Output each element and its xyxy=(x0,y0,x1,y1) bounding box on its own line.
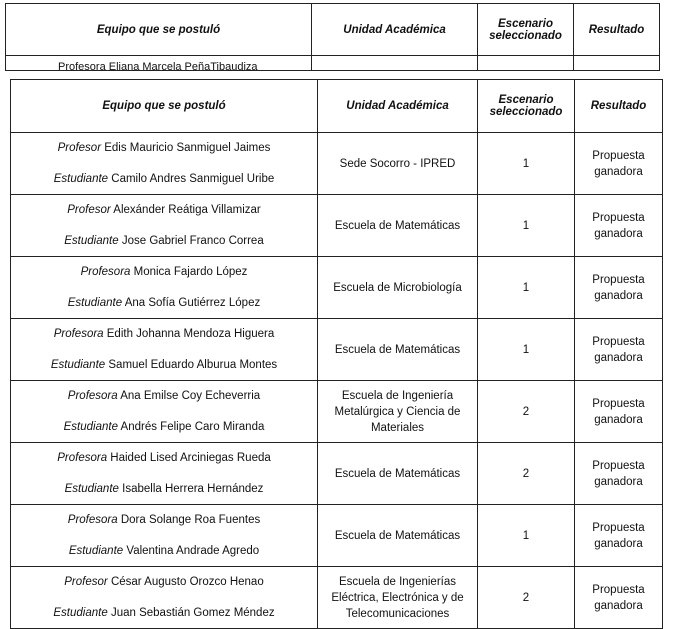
result-cell-text: Propuesta ganadora xyxy=(592,459,645,488)
scenario-cell xyxy=(478,567,575,629)
scenario-cell xyxy=(478,381,575,443)
member-role: Profesor xyxy=(57,142,102,154)
professor-line xyxy=(13,202,315,218)
table-row xyxy=(11,381,663,443)
background-header-row xyxy=(6,4,660,56)
unit-cell xyxy=(318,505,478,567)
header-team: Equipo que se postuló xyxy=(11,80,318,133)
member-role: Estudiante xyxy=(53,607,108,619)
member-role: Estudiante xyxy=(50,359,106,371)
result-cell-text: Propuesta ganadora xyxy=(592,211,645,240)
member-name: Juan Sebastián Gomez Méndez xyxy=(110,607,275,619)
background-header-unit: Unidad Académica xyxy=(312,4,478,56)
unit-cell xyxy=(318,257,478,319)
student-line xyxy=(13,481,315,497)
scenario-cell-text: 2 xyxy=(522,591,530,604)
background-header-scenario: Escenario seleccionado xyxy=(478,4,574,56)
result-cell-text: Propuesta ganadora xyxy=(592,335,645,364)
background-table xyxy=(5,3,660,71)
member-role: Profesora xyxy=(53,328,104,340)
scenario-cell-text: 1 xyxy=(522,343,530,356)
scenario-cell xyxy=(478,505,575,567)
professor-line xyxy=(13,512,315,528)
unit-cell-text: Sede Socorro - IPRED xyxy=(339,157,456,170)
scenario-cell xyxy=(478,195,575,257)
team-cell xyxy=(11,195,318,257)
member-name: Edith Johanna Mendoza Higuera xyxy=(106,328,275,340)
team-cell xyxy=(11,443,318,505)
result-cell-text: Propuesta ganadora xyxy=(592,521,645,550)
header-result: Resultado xyxy=(575,80,663,133)
scenario-cell-text: 1 xyxy=(522,219,530,232)
team-cell xyxy=(11,567,318,629)
member-name: César Augusto Orozco Henao xyxy=(110,576,264,588)
result-cell xyxy=(575,257,663,319)
scenario-cell xyxy=(478,319,575,381)
table-row xyxy=(11,443,663,505)
team-cell xyxy=(11,257,318,319)
student-line xyxy=(13,543,315,559)
unit-cell xyxy=(318,443,478,505)
member-name: Ana Sofía Gutiérrez López xyxy=(124,297,261,309)
scenario-cell xyxy=(478,443,575,505)
professor-line xyxy=(13,140,315,156)
member-name: Isabella Herrera Hernández xyxy=(122,483,264,495)
unit-cell xyxy=(318,381,478,443)
table-row xyxy=(11,133,663,195)
unit-cell-text: Escuela de Matemáticas xyxy=(334,467,461,480)
team-cell xyxy=(11,319,318,381)
header-row xyxy=(11,80,663,133)
result-cell xyxy=(575,133,663,195)
member-role: Estudiante xyxy=(53,173,109,185)
member-name: Valentina Andrade Agredo xyxy=(126,545,260,557)
student-line xyxy=(13,419,315,435)
member-name: Dora Solange Roa Fuentes xyxy=(120,514,261,526)
team-cell xyxy=(11,133,318,195)
student-line xyxy=(13,233,315,249)
unit-cell xyxy=(318,133,478,195)
professor-line xyxy=(13,574,315,590)
unit-cell-text: Escuela de Matemáticas xyxy=(334,343,461,356)
member-name: Ana Emilse Coy Echeverria xyxy=(120,390,261,402)
professor-line xyxy=(13,388,315,404)
member-name: Samuel Eduardo Alburua Montes xyxy=(108,359,278,371)
professor-line xyxy=(13,450,315,466)
professor-line xyxy=(13,264,315,280)
result-cell-text: Propuesta ganadora xyxy=(592,583,645,612)
result-cell-text: Propuesta ganadora xyxy=(592,273,645,302)
member-role: Profesora xyxy=(67,390,118,402)
member-role: Estudiante xyxy=(64,235,119,247)
student-line xyxy=(13,295,315,311)
result-cell xyxy=(575,319,663,381)
unit-cell xyxy=(318,195,478,257)
result-cell xyxy=(575,443,663,505)
team-cell xyxy=(11,505,318,567)
member-role: Estudiante xyxy=(64,483,119,495)
member-name: Edis Mauricio Sanmiguel Jaimes xyxy=(104,142,271,154)
scenario-cell-text: 2 xyxy=(522,405,530,418)
result-cell-text: Propuesta ganadora xyxy=(592,149,645,178)
background-clipped-text: Profesora Eliana Marcela PeñaTibaudiza xyxy=(58,61,258,70)
member-role: Profesora xyxy=(80,266,131,278)
header-unit: Unidad Académica xyxy=(318,80,478,133)
scenario-cell-text: 1 xyxy=(522,281,530,294)
member-name: Haided Lised Arciniegas Rueda xyxy=(110,452,271,464)
table-row xyxy=(11,195,663,257)
table-row xyxy=(11,319,663,381)
table-row xyxy=(11,505,663,567)
student-line xyxy=(13,171,315,187)
unit-cell-text: Escuela de Ingenierías Eléctrica, Electrónica y de Telecomunicaciones xyxy=(331,575,464,620)
member-role: Estudiante xyxy=(67,297,123,309)
unit-cell-text: Escuela de Ingeniería Metalúrgica y Ciencia de Materiales xyxy=(334,389,461,434)
member-role: Profesora xyxy=(57,452,108,464)
member-role: Estudiante xyxy=(68,545,124,557)
result-cell xyxy=(575,567,663,629)
member-name: Monica Fajardo López xyxy=(133,266,248,278)
unit-cell xyxy=(318,319,478,381)
member-role: Profesora xyxy=(67,514,118,526)
member-name: Camilo Andres Sanmiguel Uribe xyxy=(111,173,275,185)
scenario-cell-text: 2 xyxy=(522,467,530,480)
member-role: Profesor xyxy=(64,576,108,588)
member-role: Profesor xyxy=(67,204,111,216)
background-header-result: Resultado xyxy=(574,4,660,56)
unit-cell-text: Escuela de Microbiología xyxy=(333,281,462,294)
result-cell xyxy=(575,505,663,567)
student-line xyxy=(13,357,315,373)
result-cell-text: Propuesta ganadora xyxy=(592,397,645,426)
member-name: Andrés Felipe Caro Miranda xyxy=(120,421,265,433)
professor-line xyxy=(13,326,315,342)
member-name: Jose Gabriel Franco Correa xyxy=(121,235,264,247)
results-table xyxy=(10,79,663,629)
scenario-cell xyxy=(478,257,575,319)
unit-cell-text: Escuela de Matemáticas xyxy=(334,529,461,542)
result-cell xyxy=(575,195,663,257)
background-header-team: Equipo que se postuló xyxy=(6,4,312,56)
team-cell xyxy=(11,381,318,443)
table-row xyxy=(11,567,663,629)
student-line xyxy=(13,605,315,621)
result-cell xyxy=(575,381,663,443)
scenario-cell-text: 1 xyxy=(522,529,530,542)
member-role: Estudiante xyxy=(63,421,118,433)
unit-cell xyxy=(318,567,478,629)
header-scenario: Escenario seleccionado xyxy=(478,80,575,133)
table-row xyxy=(11,257,663,319)
scenario-cell xyxy=(478,133,575,195)
scenario-cell-text: 1 xyxy=(522,157,530,170)
unit-cell-text: Escuela de Matemáticas xyxy=(334,219,461,232)
member-name: Alexánder Reátiga Villamizar xyxy=(113,204,261,216)
background-clipped-row xyxy=(6,56,660,71)
